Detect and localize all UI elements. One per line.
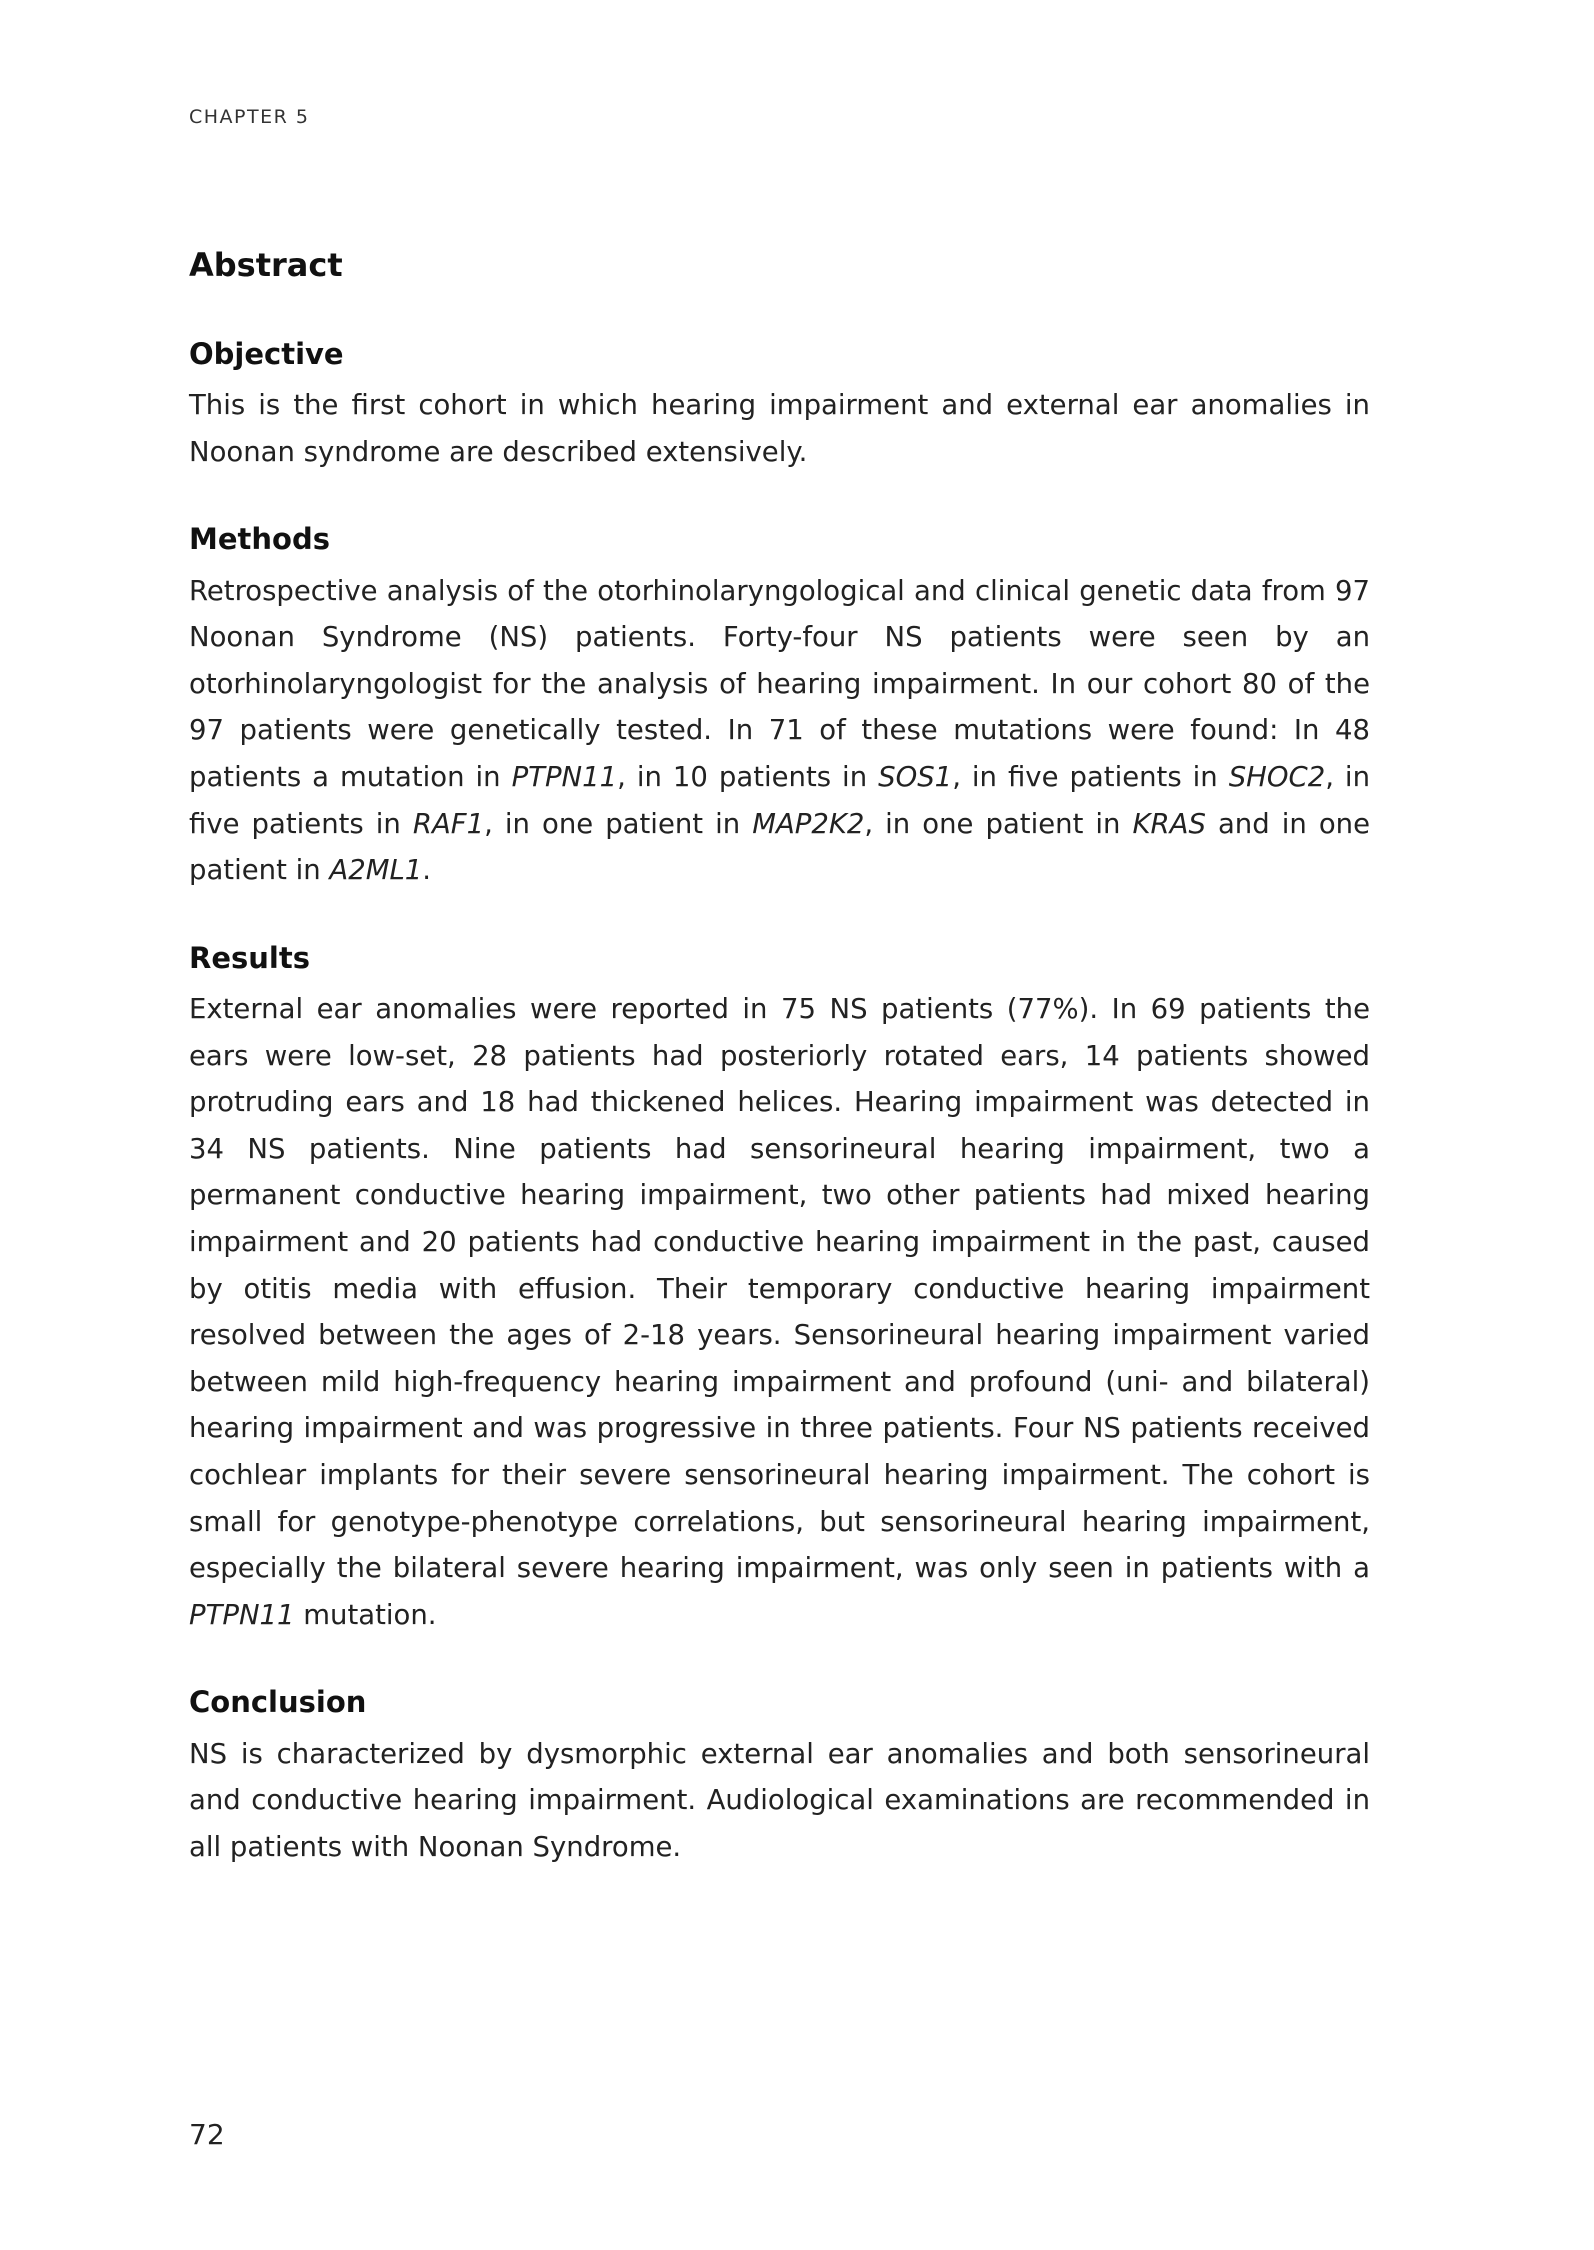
methods-text-part: , in one patient in xyxy=(484,807,753,840)
abstract-content xyxy=(189,246,1370,1916)
gene-name: PTPN11 xyxy=(189,1598,295,1631)
methods-text-part: , in 10 patients in xyxy=(617,761,879,794)
gene-name: A2ML1 xyxy=(329,854,423,887)
methods-text-part: and in one patient in xyxy=(189,807,1371,887)
conclusion-text: NS is characterized by dysmorphic external ear anomalies and both sensorineural and conductive hearing impairment. Audiological examinations are recommended in all patients with Noonan Syndrome. xyxy=(189,1737,1370,1863)
gene-name: SOS1 xyxy=(878,761,953,794)
running-header: CHAPTER 5 xyxy=(189,106,310,128)
conclusion-heading: Conclusion xyxy=(189,1685,367,1720)
section-conclusion xyxy=(189,1684,1370,1870)
section-results xyxy=(189,940,1370,1639)
results-text-part: mutation. xyxy=(294,1598,437,1631)
methods-heading: Methods xyxy=(189,522,330,557)
results-heading: Results xyxy=(189,940,310,975)
results-text-part: External ear anomalies were reported in 75 NS patients (77%). In 69 patients the ears were low-set, 28 patients had posteriorly rotated ears, 14 patients showed protruding ears and 18 had thickened helices. Hearing impairment was detected in 34 NS patients. Nine patients had sensorineural hearing impairment, two a permanent conductive hearing impairment, two other patients had mixed hearing impairment and 20 patients had conductive hearing impairment in the past, caused by otitis media with effusion. Their temporary conductive hearing impairment resolved between the ages of 2-18 years. Sensorineural hearing impairment varied between mild high-frequency hearing impairment and profound (uni- and bilateral) hearing impairment and was progressive in three patients. Four NS patients received cochlear implants for their severe sensorineural hearing impairment. The cohort is small for genotype-phenotype correlations, but sensorineural hearing impairment, especially the bilateral severe hearing impairment, was only seen in patients with a xyxy=(189,993,1370,1585)
gene-name: RAF1 xyxy=(412,807,485,840)
section-methods xyxy=(189,521,1370,893)
methods-text-part: . xyxy=(422,854,432,887)
gene-name: SHOC2 xyxy=(1228,761,1326,794)
methods-text-part: , in five patients in xyxy=(189,761,1371,840)
section-objective xyxy=(189,336,1370,475)
objective-text: This is the first cohort in which hearing impairment and external ear anomalies in Noonan syndrome are described extensively. xyxy=(189,389,1370,468)
methods-text-part: Retrospective analysis of the otorhinolaryngological and clinical genetic data from 97 Noonan Syndrome (NS) patients. Forty-four NS patients were seen by an otorhinolaryngologist for the analysis of hearing impairment. In our cohort 80 of the 97 patients were genetically tested. In 71 of these mutations were found: In 48 patients a mutation in xyxy=(189,574,1370,794)
abstract-title: Abstract xyxy=(189,246,343,284)
methods-text-part: , in one patient in xyxy=(864,807,1133,840)
gene-name: PTPN11 xyxy=(511,761,618,794)
methods-text-part: , in five patients in xyxy=(952,761,1229,794)
gene-name: MAP2K2 xyxy=(752,807,865,840)
page-number: 72 xyxy=(189,2118,225,2151)
results-text xyxy=(189,986,1370,1638)
objective-heading: Objective xyxy=(189,337,344,371)
gene-name: KRAS xyxy=(1132,807,1206,840)
methods-text xyxy=(189,568,1370,894)
